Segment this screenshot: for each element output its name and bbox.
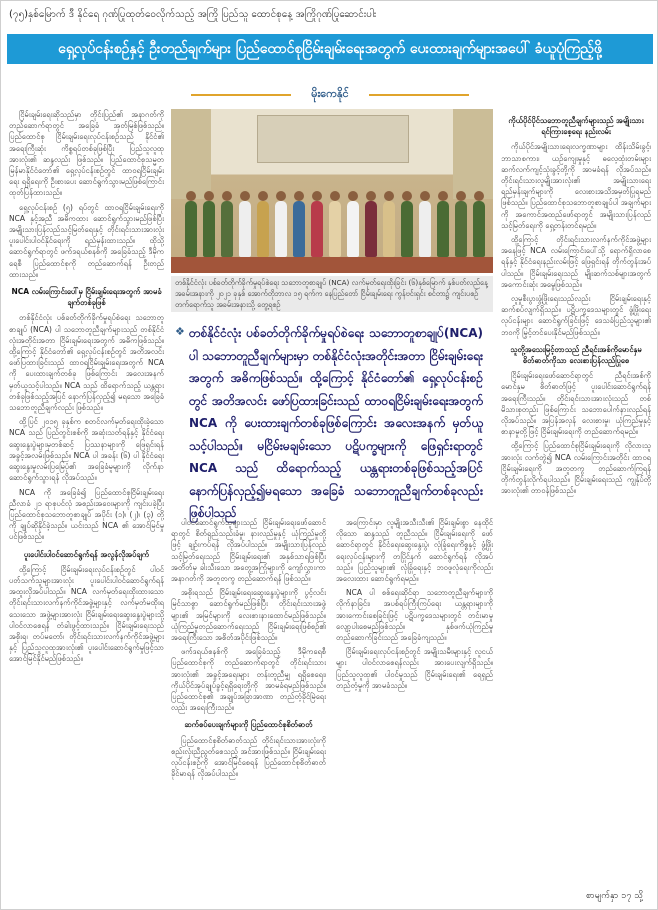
paragraph: ထို့ကြောင့် ပြည်ထောင်စုငြိမ်းချမ်းရေးကို လိုလားသူအားလုံး လက်တွဲ၍ NCA လမ်းကြောင်းအတိုင်း ထာဝရငြိမ်းချမ်းရေးကို အတူတကွ တည်ဆောက်ကြရန် တိုက်တွန်းလိုက်ရပါသည်။ ငြိမ်းချမ်းရေးသည် ကျွန်ုပ်တို့အားလုံး၏ တာဝန်ဖြစ်သည်။ — [501, 441, 651, 496]
subheading: NCA လမ်းကြောင်းပေါ်မှ ငြိမ်းချမ်းရေးအတွက် အာမခံချက်တစ်ခုဖြစ် — [11, 287, 162, 308]
photo-backdrop-banner — [257, 115, 409, 163]
photo-person — [185, 201, 197, 257]
paragraph: လူမှုစီးပွားဖွံ့ဖြိုးရေးသည်လည်း ငြိမ်းချမ်းရေးနှင့် ဆက်စပ်လျက်ရှိသည်။ ပဋိပက္ခဒေသများတွင် ဖွံ့ဖြိုးရေးလုပ်ငန်းများ ဆောင်ရွက်ခြင်းဖြင့် ဒေသခံပြည်သူများ၏ ဘဝကို မြှင့်တင်ပေးနိုင်မည်ဖြစ်သည်။ — [501, 294, 651, 337]
photo-person — [365, 201, 377, 257]
paragraph: ငြိမ်းချမ်းရေးဖော်ဆောင်ရာတွင် ညီရင်းအစ်ကိုမောင်နှမ စိတ်ဓာတ်ဖြင့် ပူးပေါင်းဆောင်ရွက်ရန် အရေးကြီးသည်။ တိုင်းရင်းသားအားလုံးသည် တစ်မိသားစုတည်း ဖြစ်ကြောင်း သဘောပေါက်နားလည်ရန် လိုအပ်သည်။ အပြန်အလှန် လေးစားမှု၊ ယုံကြည်မှုနှင့် စာနာမှုတို့ဖြင့် ငြိမ်းချမ်းရေးကို တည်ဆောက်ရမည်။ — [501, 371, 651, 437]
paragraph: NCA ပါ စစ်ရေးဆိုင်ရာ သဘောတူညီချက်များကို လိုက်နာခြင်း၊ အပစ်ရပ်ကြီးကြပ်ရေး ယန္တရားများကို အားကောင်းစေခြင်းဖြင့် ပဋိပက္ခဒေသများတွင် တင်းမာမှုလျော့ပါးစေမည်ဖြစ်သည်။ နှစ်ဖက်ယုံကြည်မှု တည်ဆောက်ခြင်းသည် အခြေခံကျသည်။ — [336, 588, 493, 643]
continued-on-page: စာမျက်နှာ ၁၇ သို့ — [585, 891, 643, 901]
series-line: (၇၅)နှစ်မြောက် ဒီ နိုင်ရေ ဂုဏ်ပြုထုတ်ဝေလိုက်သည့် အကြို ပြည်သူ ထောင်စုနေ့ အကြိုဂုဏ်ပြုဆောင်းပါး — [9, 9, 377, 20]
diamond-bullet-icon: ❖ — [175, 325, 185, 338]
photo-curtain — [453, 109, 493, 199]
event-photo — [171, 109, 493, 273]
photo-person — [437, 201, 449, 257]
pull-quote — [171, 314, 493, 520]
photo-person — [329, 201, 341, 257]
photo-floor — [171, 257, 493, 273]
photo-person — [239, 201, 251, 257]
paragraph: ထို့ပြင် ၂၀၁၅ ခုနှစ်က စတင်လက်မှတ်ရေးထိုးခဲ့သော NCA သည် ပြည်တွင်းစစ်ကို အဆုံးသတ်ရန်နှင့် နိုင်ငံရေးဆွေးနွေးပွဲများမှတစ်ဆင့် ပြဿနာများကို ဖြေရှင်းရန် အခွင့်အလမ်းဖြစ်သည်။ NCA ပါ အခန်း (၆) ပါ နိုင်ငံရေးဆွေးနွေးမှုလမ်းပြမြေပုံ၏ အခြေခံမူများကို လိုက်နာဆောင်ရွက်သွားရန် လိုအပ်သည်။ — [9, 417, 164, 483]
photo-caption: တစ်နိုင်ငံလုံး ပစ်ခတ်တိုက်ခိုက်မှုရပ်စဲရေး သဘောတူစာချုပ် (NCA) လက်မှတ်ရေးထိုးခြင်း (၆)နှစ်မြောက် နှစ်ပတ်လည်နေ့ အခမ်းအနားကို ၂၀၂၁ ခုနှစ် အောက်တိုဘာလ ၁၅ ရက်က နေပြည်တော် ငြိမ်းချမ်းရေး ကွန်ဗင်းရှင်း စင်တာ၌ ကျင်းပစဉ် တက်ရောက်သူ အခမ်းအနားသို့ တွေ့ရစဉ် — [171, 276, 493, 312]
pull-quote-text: တစ်နိုင်ငံလုံး ပစ်ခတ်တိုက်ခိုက်မှုရပ်စဲရေး သဘောတူစာချုပ်(NCA) ပါ သဘောတူညီချက်များမှာ တစ်နိုင်ငံလုံးအတိုင်းအတာ ငြိမ်းချမ်းရေးအတွက် အဓိကဖြစ်သည်။ ထို့ကြောင့် နိုင်ငံတော်၏ ရှေ့လုပ်ငန်းစဉ်တွင် အတိအလင်း ဖော်ပြထားခြင်းသည် ထာဝရငြိမ်းချမ်းရေးအတွက် NCA ကို ပေးထားချက်တစ်ခုဖြစ်ကြောင်း အလေးအနက် မှတ်ယူ သင့်ပါသည်။ မငြိမ်းမချမ်းသော ပဋိပက္ခများကို ဖြေရှင်းရာတွင် NCA သည် ထိရောက်သည့် ယန္တရားတစ်ခုဖြစ်သည့်အပြင် နောက်ပြန်လှည့်၍မရသော အခြေခံ သဘောတူညီချက်တစ်ခုလည်း ဖြစ်ပါသည် — [189, 326, 483, 520]
paragraph: ဖက်ဒရယ်စနစ်ကို အခြေခံသည့် ဒီမိုကရေစီပြည်ထောင်စုကို တည်ဆောက်ရာတွင် တိုင်းရင်းသားအားလုံး၏ အခွင့်အရေးများ တန်းတူညီမျှ ရရှိစေရေး၊ ကိုယ်ပိုင်အုပ်ချုပ်ခွင့်ရရှိရေးတို့ကို အာမခံရမည်ဖြစ်သည်။ ပြည်ထောင်စု၏ အချုပ်အခြာအာဏာ တည်တံ့ခိုင်မြဲရေးလည်း အရေးကြီးသည်။ — [171, 647, 326, 713]
photo-person — [275, 201, 287, 257]
column-left — [9, 109, 164, 899]
paragraph: ထို့ကြောင့် ငြိမ်းချမ်းရေးလုပ်ငန်းစဉ်တွင် ပါဝင်ပတ်သက်သူများအားလုံး ပူးပေါင်းပါဝင်ဆောင်ရွက်ရန် အထူးလိုအပ်ပါသည်။ NCA လက်မှတ်ရေးထိုးထားသော တိုင်းရင်းသားလက်နက်ကိုင်အဖွဲ့များနှင့် လက်မှတ်မထိုးရသေးသော အဖွဲ့များအားလုံး ငြိမ်းချမ်းရေးဆွေးနွေးပွဲများသို့ ပါဝင်လာစေရန် တံခါးဖွင့်ထားသည်။ ငြိမ်းချမ်းရေးသည် အစိုးရ၊ တပ်မတော်၊ တိုင်းရင်းသားလက်နက်ကိုင်အဖွဲ့များနှင့် ပြည်သူလူထုအားလုံး၏ ပူးပေါင်းဆောင်ရွက်မှုဖြင့်သာ အောင်မြင်နိုင်မည်ဖြစ်သည်။ — [9, 564, 164, 664]
byline — [1, 87, 658, 101]
photo-person — [221, 201, 233, 257]
photo-person — [257, 201, 269, 257]
byline-rule-left — [191, 94, 291, 96]
subheading: ပူးပေါင်းပါဝင်ဆောင်ရွက်ရန် အလွန်လိုအပ်ချက် — [23, 549, 150, 559]
article-title: ရှေ့လုပ်ငန်းစဉ်နှင့် ဦးတည်ချက်များ ပြည်ထောင်စုငြိမ်းချမ်းရေးအတွက် ပေးထားချက်များအပေါ် ခံယူပုံကြည့်ဖို့ — [7, 34, 653, 64]
paragraph: ပြည်ထောင်စုစိတ်ဓာတ်သည် တိုင်းရင်းသားအားလုံးကို စည်းလုံးညီညွတ်စေသည့် အင်အားဖြစ်သည်။ ငြိမ်းချမ်းရေးလုပ်ငန်းစဉ်ကို အောင်မြင်စေရန် ပြည်ထောင်စုစိတ်ဓာတ် ခိုင်မာရန် လိုအပ်ပါသည်။ — [171, 735, 326, 779]
photo-person — [203, 201, 215, 257]
paragraph: ငြိမ်းချမ်းရေးလုပ်ငန်းစဉ်တွင် အမျိုးသမီးများနှင့် လူငယ်များ ပါဝင်လာစေရန်လည်း အားပေးလျက်ရှိသည်။ ပြည်သူလူထု၏ ပါဝင်မှုသည် ငြိမ်းချမ်းရေး၏ ရေရှည်တည်တံ့မှုကို အာမခံသည်။ — [336, 647, 493, 690]
photo-person — [293, 201, 305, 257]
paragraph: ပါဝင်ဆောင်ရွက်သူများသည် ငြိမ်းချမ်းရေးဖော်ဆောင်ရာတွင် စိတ်ရှည်သည်းခံမှု၊ နားလည်မှုနှင့် ယုံကြည်မှုတို့ဖြင့် ချဉ်းကပ်ရန် လိုအပ်ပါသည်။ အမျိုးသားပြန်လည်သင့်မြတ်ရေးသည် ငြိမ်းချမ်းရေး၏ အနှစ်သာရဖြစ်ပြီး အတိတ်မှ ခါးသီးသော အတွေ့အကြုံများကို ကျော်လွှားကာ အနာဂတ်ကို အတူတကွ တည်ဆောက်ရန် ဖြစ်သည်။ — [171, 518, 326, 584]
paragraph: NCA ကို အခြေခံ၍ ပြည်ထောင်စုငြိမ်းချမ်းရေးညီလာခံ ၂၁ ရာစုပင်လုံ အစည်းအဝေးများကို ကျင်းပခဲ့ပြီး ပြည်ထောင်စုသဘောတူစာချုပ် အပိုင်း (၁)၊ (၂)၊ (၃) တို့ကို ချုပ်ဆိုနိုင်ခဲ့သည်။ ယင်းသည် NCA ၏ အောင်မြင်မှုပင်ဖြစ်သည်။ — [9, 487, 164, 542]
author-name: မိုးကေနိုင် — [311, 87, 349, 100]
paragraph: ငြိမ်းချမ်းရေးဆိုသည်မှာ တိုင်းပြည်၏ အနာဂတ်ကို တည်ဆောက်ရာတွင် အခြေခံ အုတ်မြစ်ဖြစ်သည်။ ပြည်ထောင်စု ငြိမ်းချမ်းရေးလုပ်ငန်းစဉ်သည် နိုင်ငံ၏ အရေးကြီးဆုံး ကိစ္စရပ်တစ်ခုဖြစ်ပြီး ပြည်သူလူထုအားလုံး၏ ဆန္ဒလည်း ဖြစ်သည်။ ပြည်ထောင်စုသမ္မတ မြန်မာနိုင်ငံတော်၏ ရှေ့လုပ်ငန်းစဉ်တွင် ထာဝရငြိမ်းချမ်းရေး ရရှိရေးကို ဦးစားပေး ဆောင်ရွက်သွားမည်ဖြစ်ကြောင်း ထုတ်ပြန်ထားသည်။ — [9, 110, 164, 198]
subheading: ကိုယ်ပိုင်ပိုင်သဘောတူညီချက်များသည် အမျိုးသားရင်ကြားစေ့ရေး နည်းလမ်း — [508, 116, 644, 137]
photo-person — [383, 201, 395, 257]
photo-person — [455, 201, 467, 257]
subheading: သူတို့အသေးမြင့်တာသည် ညီရင်းအစ်ကိုမောင်နှမ စိတ်ဓာတ်ကိုသာ လေးစားပြန်လည်ပြုစေ — [510, 344, 642, 366]
paragraph: ကိုယ်ပိုင်အမျိုးသားရေးလက္ခဏာများ ထိန်းသိမ်းခွင့်၊ ဘာသာစကား၊ ယဉ်ကျေးမှုနှင့် ဓလေ့ထုံးတမ်းများ ဆက်လက်ကျင့်သုံးခွင့်တို့ကို အာမခံရန် လိုအပ်သည်။ တိုင်းရင်းသားလူမျိုးအားလုံး၏ အမျိုးသားရေး ရည်မှန်းချက်များကို လေးစားအသိအမှတ်ပြုရမည်ဖြစ်သည်။ ပြည်ထောင်စုသဘောတူစာချုပ်ပါ အချက်များကို အကောင်အထည်ဖော်ရာတွင် အမျိုးသားပြန်လည်သင့်မြတ်ရေးကို ရှေ့တန်းတင်ရမည်။ — [501, 142, 651, 230]
paragraph: အကြောင်းမှာ လူမျိုးအသီးသီး၏ ငြိမ်းချမ်းစွာ နေထိုင်လိုသော ဆန္ဒသည် တူညီသည်။ ငြိမ်းချမ်းရေးကို ဖော်ဆောင်ရာတွင် နိုင်ငံရေးဆွေးနွေးပွဲ၊ လုံခြုံရေးကိစ္စနှင့် ဖွံ့ဖြိုးရေးလုပ်ငန်းများကို တပြိုင်နက် ဆောင်ရွက်ရန် လိုအပ်သည်။ ပြည်သူများ၏ လုံခြုံရေးနှင့် ဘဝဖူလုံရေးကိုလည်း အလေးထား ဆောင်ရွက်ရမည်။ — [336, 518, 493, 584]
photo-person — [419, 201, 431, 257]
column-middle-left — [171, 517, 326, 897]
column-middle-right — [336, 517, 493, 897]
paragraph: တစ်နိုင်ငံလုံး ပစ်ခတ်တိုက်ခိုက်မှုရပ်စဲရေး သဘောတူစာချုပ် (NCA) ပါ သဘောတူညီချက်များသည် တစ်နိုင်ငံလုံးအတိုင်းအတာ ငြိမ်းချမ်းရေးအတွက် အဓိကဖြစ်သည်။ ထို့ကြောင့် နိုင်ငံတော်၏ ရှေ့လုပ်ငန်းစဉ်တွင် အတိအလင်း ဖော်ပြထားခြင်းသည် ထာဝရငြိမ်းချမ်းရေးအတွက် NCA ကို ပေးထားချက်တစ်ခု ဖြစ်ကြောင်း အလေးအနက် မှတ်ယူသင့်ပါသည်။ NCA သည် ထိရောက်သည့် ယန္တရားတစ်ခုဖြစ်သည့်အပြင် နောက်ပြန်လှည့်၍ မရသော အခြေခံသဘောတူညီချက်လည်း ဖြစ်သည်။ — [9, 313, 164, 413]
paragraph: အစိုးရသည် ငြိမ်းချမ်းရေးဆွေးနွေးပွဲများကို ပွင့်လင်းမြင်သာစွာ ဆောင်ရွက်မည်ဖြစ်ပြီး တိုင်းရင်းသားအဖွဲ့များ၏ အမြင်များကို လေးစားနားထောင်မည်ဖြစ်သည်။ ယုံကြည်မှုတည်ဆောက်ရေးသည် ငြိမ်းချမ်းရေးဖြစ်စဉ်၏ အရေးကြီးသော အစိတ်အပိုင်းဖြစ်သည်။ — [171, 588, 326, 643]
photo-person — [311, 201, 323, 257]
photo-curtain — [171, 109, 211, 199]
subheading: ဆက်စပ်ပေးချက်များကို ပြည်ထောင်စုစိတ်ဓာတ် — [184, 720, 313, 730]
photo-person — [401, 201, 413, 257]
byline-rule-right — [369, 94, 469, 96]
column-right — [501, 109, 651, 889]
photo-person — [473, 201, 485, 257]
photo-person — [347, 201, 359, 257]
paragraph: ထို့ကြောင့် တိုင်းရင်းသားလက်နက်ကိုင်အဖွဲ့များအနေဖြင့် NCA လမ်းကြောင်းပေါ်သို့ ရောက်ရှိလာစေရန်နှင့် နိုင်ငံရေးနည်းလမ်းဖြင့် ဖြေရှင်းရန် တိုက်တွန်းအပ်ပါသည်။ ငြိမ်းချမ်းရေးသည် မျိုးဆက်သစ်များအတွက် အကောင်းဆုံး အမွေဖြစ်သည်။ — [501, 235, 651, 289]
paragraph: ရှေ့လုပ်ငန်းစဉ် (၅) ရပ်တွင် ထာဝရငြိမ်းချမ်းရေးကို NCA နှင့်အညီ အဓိကထား ဆောင်ရွက်သွားမည်ဖြစ်ပြီး အမျိုးသားပြန်လည်သင့်မြတ်ရေးနှင့် တိုင်းရင်းသားအားလုံး ပူးပေါင်းပါဝင်နိုင်ရေးကို ရည်မှန်းထားသည်။ ထိုသို့ ဆောင်ရွက်ရာတွင် ဖက်ဒရယ်စနစ်ကို အခြေခံသည့် ဒီမိုကရေစီ ပြည်ထောင်စုကို တည်ဆောက်ရန် ဦးတည်ထားသည်။ — [9, 202, 164, 279]
